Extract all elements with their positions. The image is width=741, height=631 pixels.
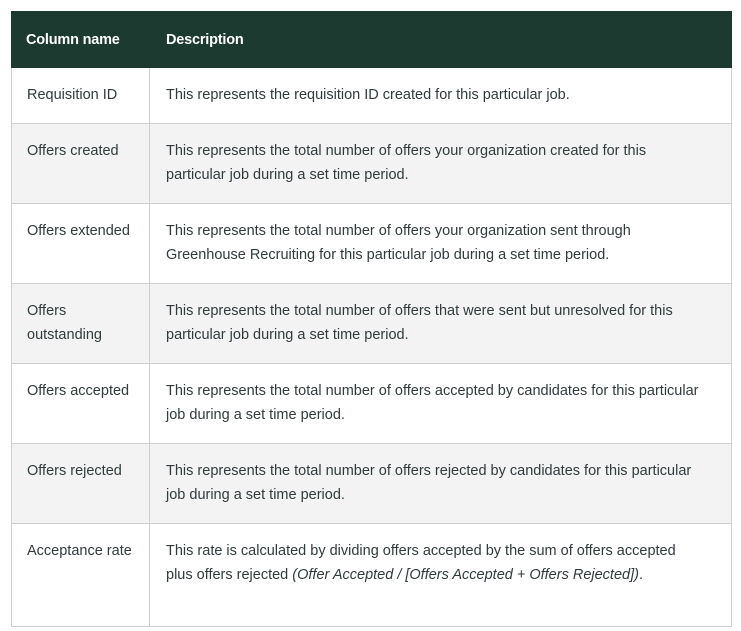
header-description: Description bbox=[150, 12, 732, 68]
row-description: This represents the total number of offers your organization created for this particular job during a set time period. bbox=[150, 124, 732, 204]
row-name: Requisition ID bbox=[12, 68, 150, 124]
row-description: This represents the requisition ID created for this particular job. bbox=[150, 68, 732, 124]
formula-text: (Offer Accepted / [Offers Accepted + Offers Rejected]) bbox=[292, 567, 639, 583]
row-description: This represents the total number of offers rejected by candidates for this particular job during a set time period. bbox=[150, 444, 732, 524]
header-column-name: Column name bbox=[12, 12, 150, 68]
table-row bbox=[12, 124, 732, 204]
row-description: This represents the total number of offers your organization sent through Greenhouse Recruiting for this particular job during a set time period. bbox=[150, 204, 732, 284]
table-row bbox=[12, 204, 732, 284]
row-description bbox=[150, 524, 732, 627]
row-description-end: . bbox=[638, 567, 643, 583]
row-name: Offers created bbox=[12, 124, 150, 204]
offers-table-container bbox=[11, 11, 731, 627]
table-row bbox=[12, 364, 732, 444]
row-name: Acceptance rate bbox=[12, 524, 150, 627]
row-description-text: This rate is calculated by dividing offers accepted by the sum of offers accepted plus offers rejected bbox=[166, 543, 676, 583]
table-row bbox=[12, 68, 732, 124]
row-description: This represents the total number of offers that were sent but unresolved for this particular job during a set time period. bbox=[150, 284, 732, 364]
table-row bbox=[12, 524, 732, 627]
offers-report-table bbox=[11, 11, 732, 627]
table-row bbox=[12, 284, 732, 364]
row-name: Offers rejected bbox=[12, 444, 150, 524]
row-name: Offers accepted bbox=[12, 364, 150, 444]
row-name: Offers extended bbox=[12, 204, 150, 284]
table-row bbox=[12, 444, 732, 524]
row-name: Offers outstanding bbox=[12, 284, 150, 364]
row-description: This represents the total number of offers accepted by candidates for this particular job during a set time period. bbox=[150, 364, 732, 444]
table-header-row bbox=[12, 12, 732, 68]
